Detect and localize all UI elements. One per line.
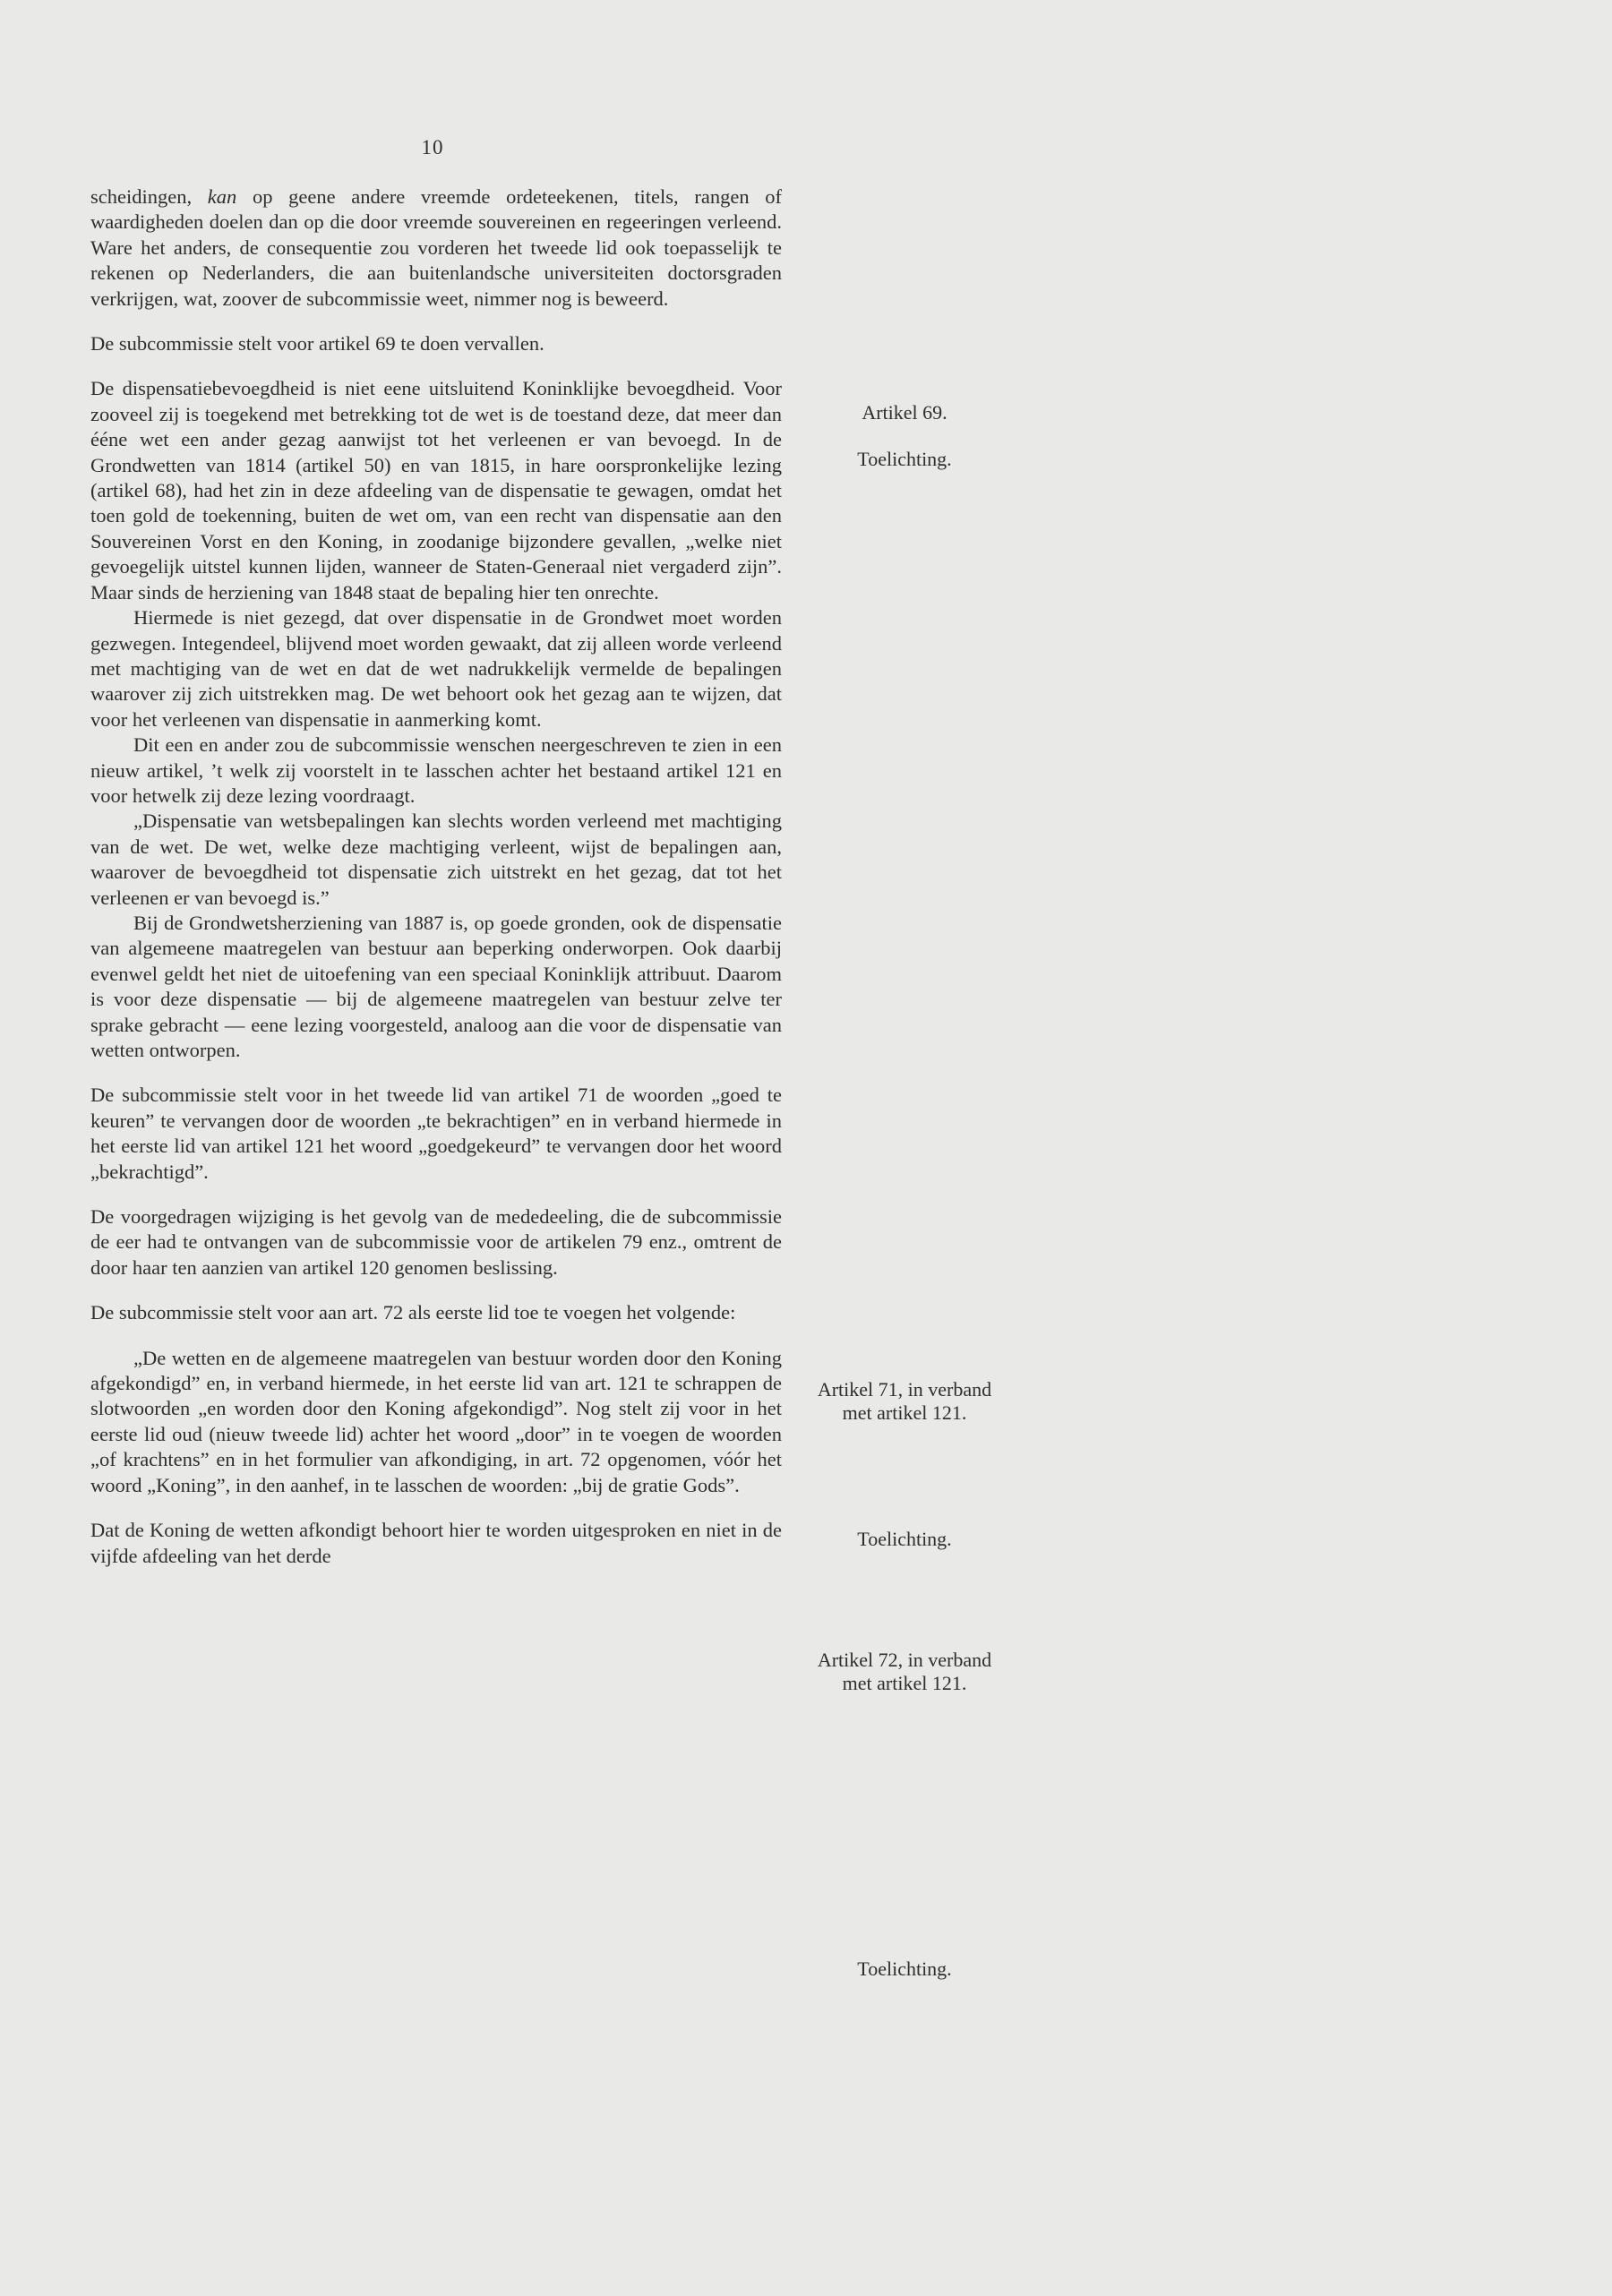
margin-note-line: Artikel 72, in verband: [817, 1649, 992, 1671]
paragraph: De subcommissie stelt voor in het tweede lid van artikel 71 de woorden „goed te keuren” te vervangen door de woorden „te bekrachtigen” en in verband hiermede in het eerste lid van artikel 121 het woord „goedgekeurd” te vervangen door het woord „bekrachtigd”.: [90, 1084, 782, 1183]
paragraph: Bij de Grondwetsherziening van 1887 is, op goede gronden, ook de dispensatie van algemeene maatregelen van bestuur aan beperking onderworpen. Ook daarbij evenwel geldt het niet de uitoefening van een speciaal Koninklijk attribuut. Daarom is voor deze dispensatie — bij de algemeene maatregelen van bestuur zelve ter sprake gebracht — eene lezing voorgesteld, analoog aan die voor de dispensatie van wetten ontworpen.: [90, 911, 782, 1061]
margin-note: [788, 1528, 1021, 1551]
margin-note-line: Artikel 69.: [862, 401, 947, 424]
margin-note: [788, 401, 1021, 424]
paragraph: De voorgedragen wijziging is het gevolg van de mededeeling, die de subcommissie de eer had te ontvangen van de subcommissie voor de artikelen 79 enz., omtrent de door haar ten aanzien van artikel 120 genomen beslissing.: [90, 1205, 782, 1279]
paragraph: De dispensatiebevoegdheid is niet eene uitsluitend Koninklijke bevoegdheid. Voor zooveel zij is toegekend met betrekking tot de wet is de toestand deze, dat meer dan ééne wet een ander gezag aanwijst tot het verleenen er van bevoegd. In de Grondwetten van 1814 (artikel 50) en van 1815, in hare oorspronkelijke lezing (artikel 68), had het zin in deze afdeeling van de dispensatie te gewagen, omdat het toen gold de toekenning, buiten de wet om, van een recht van dispensatie aan den Souvereinen Vorst en den Koning, in zoodanige bijzondere gevallen, „welke niet gevoegelijk uitstel kunnen lijden, wanneer de Staten-Generaal niet vergaderd zijn”. Maar sinds de herziening van 1848 staat de bepaling hier ten onrechte.: [90, 377, 782, 604]
paragraph: „De wetten en de algemeene maatregelen van bestuur worden door den Koning afgekondigd” en, in verband hiermede, in het eerste lid van art. 121 te schrappen de slotwoorden „en worden door den Koning afgekondigd”. Nog stelt zij voor in het eerste lid oud (nieuw tweede lid) achter het woord „door” in te voegen de woorden „of krachtens” en in het formulier van afkondiging, in art. 72 opgenomen, vóór het woord „Koning”, in den aanhef, in te lasschen de woorden: „bij de gratie Gods”.: [90, 1346, 782, 1496]
emphasis-word: kan: [207, 185, 237, 208]
body-text-column: [90, 184, 782, 1569]
margin-note: [788, 448, 1021, 471]
paragraph: De subcommissie stelt voor artikel 69 te doen vervallen.: [90, 332, 544, 356]
paragraph: „Dispensatie van wetsbepalingen kan slechts worden verleend met machtiging van de wet. De wet, welke deze machtiging verleent, wijst de bepalingen aan, waarover de bevoegdheid tot dispensatie zich uitstrekt en het gezag, dat tot het verleenen er van bevoegd is.”: [90, 810, 782, 909]
margin-note-line: met artikel 121.: [842, 1401, 967, 1424]
margin-note-line: Toelichting.: [857, 1958, 952, 1980]
paragraph: Dit een en ander zou de subcommissie wenschen neergeschreven te zien in een nieuw artikel, ’t welk zij voorstelt in te lasschen achter het bestaand artikel 121 en voor hetwelk zij deze lezing voordraagt.: [90, 733, 782, 807]
paragraph: De subcommissie stelt voor aan art. 72 als eerste lid toe te voegen het volgende:: [90, 1301, 736, 1324]
margin-note: [788, 1958, 1021, 1981]
margin-note: [788, 1378, 1021, 1425]
page-number: 10: [421, 136, 444, 158]
margin-note-line: Toelichting.: [857, 448, 952, 470]
margin-note-line: met artikel 121.: [842, 1672, 967, 1694]
paragraph: Dat de Koning de wetten afkondigt behoort hier te worden uitgesproken en niet in de vijfde afdeeling van het derde: [90, 1519, 782, 1567]
paragraph-continuation: scheidingen, kan op geene andere vreemde ordeteekenen, titels, rangen of waardigheden doelen dan op die door vreemde souvereinen en regeeringen verleend. Ware het anders, de consequentie zou vorderen het tweede lid ook toepasselijk te rekenen op Nederlanders, die aan buitenlandsche universiteiten doctorsgraden verkrijgen, wat, zoover de subcommissie weet, nimmer nog is beweerd.: [90, 185, 783, 310]
paragraph: Hiermede is niet gezegd, dat over dispensatie in de Grondwet moet worden gezwegen. Integendeel, blijvend moet worden gewaakt, dat zij alleen worde verleend met machtiging van de wet en dat de wet nadrukkelijk vermelde de bepalingen waarover zij zich uitstrekken mag. De wet behoort ook het gezag aan te wijzen, dat voor het verleenen van dispensatie in aanmerking komt.: [90, 606, 782, 731]
margin-note: [788, 1649, 1021, 1695]
margin-note-line: Artikel 71, in verband: [817, 1378, 992, 1401]
margin-note-line: Toelichting.: [857, 1528, 952, 1550]
